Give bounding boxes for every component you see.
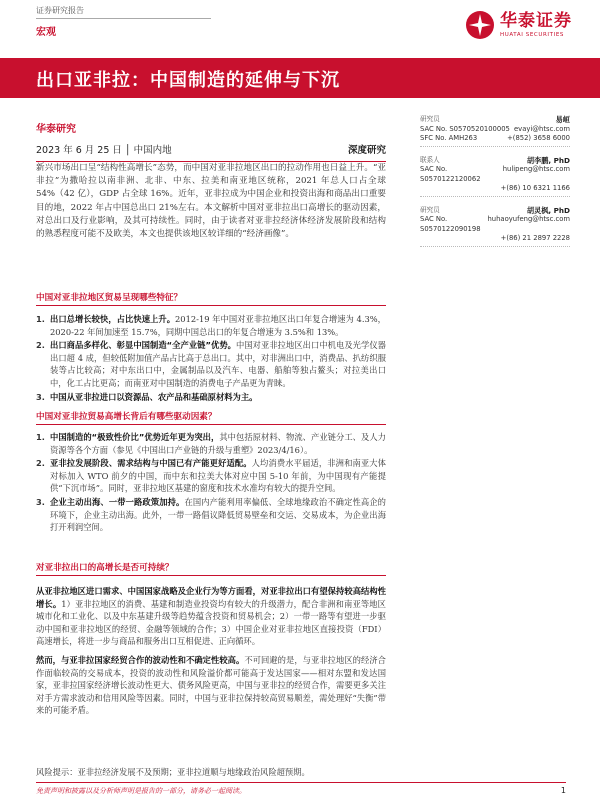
analyst-name: 易峘 (555, 115, 570, 124)
analyst-email[interactable]: evayi@htsc.com (513, 124, 570, 133)
conclusion-lead: 从亚非拉地区进口需求、中国国家战略及企业行为等方面看，对亚非拉出口有望保持较高结构性增长。 (36, 586, 386, 609)
list-item (36, 496, 386, 534)
list-item-number: 1. (36, 314, 45, 324)
analyst-role: 研究员 (420, 205, 440, 214)
disclaimer-footer: 免责声明和披露以及分析师声明是报告的一部分，请务必一起阅读。 (36, 787, 246, 795)
list-item-number: 2. (36, 458, 45, 469)
risk-warning: 风险提示：亚非拉经济发展不及预期；亚非拉道顺与地缘政治风险超预期。 (36, 767, 310, 777)
section-question-2: 中国对亚非拉贸易高增长背后有哪些驱动因素？ (36, 412, 217, 422)
analyst-divider (420, 146, 570, 147)
analyst-sac: SAC No. S0570520100005 (420, 124, 510, 133)
analyst-card (420, 156, 570, 197)
list-item-text: 中国对亚非拉地区出口中机电及光学仪器出口超 4 成，但较低附加值产品占比高于总出口。其中，对非洲出口中，消费品、扒纺织服装等占比较高；对中东出口中，金属制品以及汽车、电器、船舶等独占鳌头；对拉美出口中，化工占比更高；而南亚对中国制造的消费电子产品更为青睐。 (50, 340, 386, 388)
logo-mark-icon (465, 10, 495, 40)
list-item (36, 457, 386, 495)
q1-list (36, 313, 386, 404)
footer-rule (36, 782, 566, 783)
analyst-card (420, 115, 570, 147)
q2-list (36, 431, 386, 535)
analyst-sidebar (420, 115, 570, 256)
analyst-phone: +(86) 10 6321 1166 (500, 184, 570, 192)
list-item-text: 2012-19 年中国对亚非拉地区出口年复合增速为 4.3%，2020-22 年间加速至 15.7%，同期中国总出口的年复合增速为 3.5%和 13%。 (50, 314, 386, 337)
analyst-role: 联系人 (420, 155, 440, 164)
list-item-lead: 中国从亚非拉进口以资源品、农产品和基础原材料为主。 (50, 391, 258, 402)
logo-name-en: HUATAI SECURITIES (500, 31, 564, 38)
logo-name-cn: 华泰证券 (500, 10, 572, 31)
report-title: 出口亚非拉：中国制造的延伸与下沉 (36, 70, 340, 91)
conclusion-text: 1）亚非拉地区的消费、基建和制造业投资均有较大的升级潜力，配合非洲和南亚等地区城市化和工业化、以及中东基建升级等趋势蕴含投资和贸易机会；2）一带一路等有望进一步驱动中国和亚非拉地区的经贸、金融等领域的合作；3）中国企业对亚非拉地区直接投资（FDI）高速增长，将进一步与商品和服务出口互相促进、正向循环。 (36, 598, 386, 647)
list-item-lead: 亚非拉发展阶段、需求结构与中国已有产能更好适配。 (50, 458, 252, 469)
analyst-divider (420, 196, 570, 197)
analyst-sac: SAC No. S0570122090198 (420, 215, 481, 233)
header-rule (36, 18, 211, 19)
list-item-lead: 中国制造的“极致性价比”优势近年更为突出， (50, 432, 220, 442)
research-org: 华泰研究 (36, 124, 76, 135)
list-item-number: 3. (36, 391, 45, 402)
list-item-text: 人均消费水平届适，非洲和南亚大体对标加入 WTO 前夕的中国，而中东和拉美大体对应中国 5-10 年前，为中国现有产能提供“下沉市场”。同时，亚非拉地区基建的窗度和技术水准均有较大的提升空间。 (50, 458, 386, 494)
list-item-number: 3. (36, 496, 45, 507)
section-rule-2 (36, 424, 386, 425)
list-item (36, 431, 386, 456)
analyst-card (420, 206, 570, 247)
report-type: 深度研究 (347, 145, 386, 156)
report-header (0, 0, 600, 58)
list-item-lead: 企业主动出海、一带一路政策加持。 (50, 496, 185, 507)
section-question-3: 对亚非拉出口的高增长是否可持续？ (36, 563, 174, 573)
analyst-sac: SAC No. S0570122120062 (420, 165, 481, 183)
list-item-text: 其中包括原材料、物流、产业链分工、及人力资源等各个方面（参见《中国出口产业链的升级与重塑》2023/4/16）。 (50, 432, 386, 455)
analyst-name: 胡灵枫, PhD (526, 205, 570, 215)
analyst-phone: +(86) 21 2897 2228 (500, 234, 570, 242)
analyst-phone: +(852) 3658 6000 (507, 134, 570, 142)
list-item (36, 313, 386, 338)
list-item-lead: 出口总增长较快，占比快速上升。 (50, 314, 176, 324)
doc-label: 证券研究报告 (36, 6, 84, 15)
list-item (36, 391, 386, 404)
analyst-sfc: SFC No. AMH263 (420, 134, 478, 142)
title-banner (0, 58, 600, 98)
list-item-number: 2. (36, 340, 45, 351)
list-item-lead: 出口商品多样化、彰显中国制造“全产业链”优势。 (50, 340, 236, 351)
report-meta (36, 120, 386, 162)
conclusion (36, 585, 386, 723)
section-question-1: 中国对亚非拉地区贸易呈现哪些特征？ (36, 293, 183, 303)
analyst-email[interactable]: huhaoyufeng@htsc.com (487, 215, 570, 223)
list-item-number: 1. (36, 432, 45, 442)
page-number: 1 (560, 786, 566, 795)
company-logo (465, 10, 572, 40)
analyst-role: 研究员 (420, 115, 440, 123)
report-category: 宏观 (36, 27, 56, 38)
analyst-email[interactable]: hulipeng@htsc.com (502, 165, 570, 173)
summary-paragraph: 新兴市场出口呈“结构性高增长”态势，而中国对亚非拉地区出口的拉动作用也日益上升。“亚非拉”为撒哈拉以南非洲、北非、中东、拉美和南亚地区统称，2021 年总人口占全球 54%（42 亿），GDP 占全球 16%。近年，亚非拉成为中国企业和投资出海和商品出口重要目的地，2022 年占中国总出口 21%左右。本文解析中国对亚非拉出口高增长的驱动因素，对总出口及行业影响，及其可持续性。同时，由于读者对亚非拉经济体经济发展阶段和结构的熟悉程度可能不及欧美，本文也提供该地区较详细的“经济画像”。 (36, 163, 386, 240)
conclusion-lead: 然而，与亚非拉国家经贸合作的波动性和不确定性较高。 (36, 654, 245, 665)
list-item (36, 339, 386, 389)
list-item-text: 在国内产能利用率偏低、全球地缘政治不确定性高企的环境下，企业主动出海。此外，一带一路倡议降低贸易壁垒和交运、交易成本，为企业出海打开利润空间。 (50, 496, 386, 533)
date-region: 2023 年 6 月 25 日 │ 中国内地 (36, 145, 172, 156)
section-rule-3 (36, 575, 386, 576)
analyst-divider (420, 246, 570, 247)
conclusion-paragraph (36, 654, 386, 717)
section-rule-1 (36, 305, 386, 306)
conclusion-paragraph (36, 585, 386, 648)
conclusion-text: 不可回避的是，与亚非拉地区的经济合作面临较高的交易成本，投资的波动性和风险溢价都可能高于发达国家——相对东盟和发达国家，亚非拉国家经济增长波动性更大、债务风险更高，中国与亚非拉的经贸合作，需要更多关注对手方需求波动和信用风险等因素。同时，中国与亚非拉保持较高贸易顺差，需处理好“失衡”带来的可能矛盾。 (36, 654, 386, 716)
analyst-name: 胡李鹏, PhD (526, 155, 570, 165)
